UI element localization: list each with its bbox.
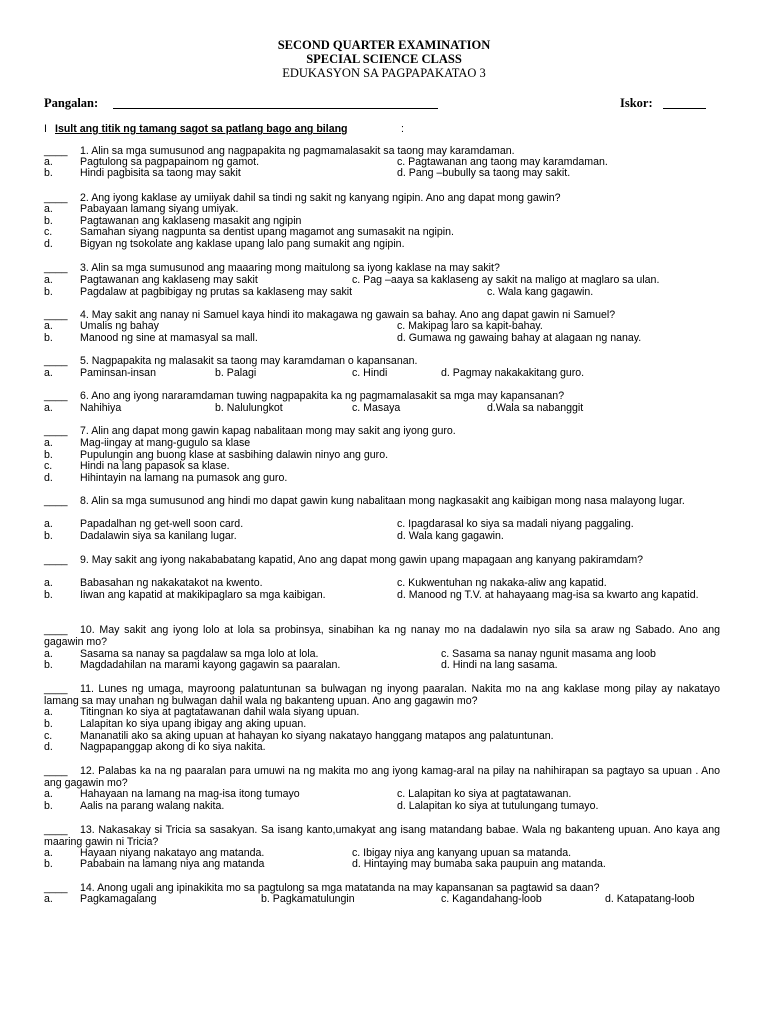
option-letter: a. <box>44 788 53 800</box>
option-d: d.Wala sa nabanggit <box>487 402 584 414</box>
option-letter: a. <box>44 156 53 168</box>
instructions-text: Isult ang titik ng tamang sagot sa patlang bago ang bilang <box>55 123 348 135</box>
question-stem: 10. May sakit ang iyong lolo at lola sa probinsya, sinabihan ka ng nanay mo na dadalawin nyo sila sa araw ng Sabado. Ano ang gagawin mo? <box>44 624 720 648</box>
option-letter: b. <box>44 449 53 461</box>
option-letter: b. <box>44 800 53 812</box>
option-a: Hayaan niyang nakatayo ang matanda. <box>80 847 265 859</box>
option-b: Magdadahilan na marami kayong gagawin sa paaralan. <box>80 659 341 671</box>
option-c: c. Makipag laro sa kapit-bahay. <box>397 320 543 332</box>
option-letter: c. <box>44 730 53 742</box>
option-d: d. Manood ng T.V. at hahayaang mag-isa sa kwarto ang kapatid. <box>397 589 699 601</box>
option-a: Hahayaan na lamang na mag-isa itong tumayo <box>80 788 300 800</box>
option-b: b. Palagi <box>215 367 257 379</box>
option-b: Dadalawin siya sa kanilang lugar. <box>80 530 237 542</box>
option-a: Sasama sa nanay sa pagdalaw sa mga lolo at lola. <box>80 648 319 660</box>
option-c: c. Masaya <box>352 402 401 414</box>
option-letter: b. <box>44 659 53 671</box>
option-letter: a. <box>44 274 53 286</box>
option-d: d. Pagmay nakakakitang guro. <box>441 367 585 379</box>
answer-blank[interactable]: ____ <box>44 425 68 437</box>
option-letter: d. <box>44 238 53 250</box>
question-stem: 6. Ano ang iyong nararamdaman tuwing nagpapakita ka ng pagmamalasakit sa mga may kapansanan? <box>80 390 565 402</box>
option-letter: b. <box>44 858 53 870</box>
answer-blank[interactable]: ____ <box>44 554 68 566</box>
answer-blank[interactable]: ____ <box>44 192 68 204</box>
option-letter: d. <box>44 741 53 753</box>
option-a: Paminsan-insan <box>80 367 156 379</box>
score-blank[interactable] <box>663 108 706 109</box>
option-b: Pababain na lamang niya ang matanda <box>80 858 265 870</box>
option-c: Hindi na lang papasok sa klase. <box>80 460 230 472</box>
option-letter: a. <box>44 518 53 530</box>
option-d: Hihintayin na lamang na pumasok ang guro. <box>80 472 288 484</box>
question-stem: 12. Palabas ka na ng paaralan para umuwi na ng makita mo ang iyong kamag-aral na pilay na nahihirapan sa pagtayo sa upuan . Ano ang gagawin mo? <box>44 765 720 789</box>
option-a: Umalis ng bahay <box>80 320 159 332</box>
section-number: I <box>44 123 47 135</box>
answer-blank[interactable]: ____ <box>44 390 68 402</box>
exam-subject: EDUKASYON SA PAGPAPAKATAO 3 <box>282 66 486 80</box>
answer-blank[interactable]: ____ <box>44 355 68 367</box>
option-b: Aalis na parang walang nakita. <box>80 800 225 812</box>
option-b: b. Pagkamatulungin <box>261 893 355 905</box>
option-c: Mananatili ako sa aking upuan at hahayan ko siyang nakatayo hanggang matapos ang palatuntunan. <box>80 730 554 742</box>
option-b: b. Nalulungkot <box>215 402 283 414</box>
option-letter: b. <box>44 718 53 730</box>
option-letter: b. <box>44 530 53 542</box>
option-b: Lalapitan ko siya upang ibigay ang aking upuan. <box>80 718 307 730</box>
option-letter: b. <box>44 589 53 601</box>
option-letter: d. <box>44 472 53 484</box>
question-stem: 4. May sakit ang nanay ni Samuel kaya hindi ito makagawa ng gawain sa bahay. Ano ang dapat gawin ni Samuel? <box>80 309 616 321</box>
option-c: c. Kagandahang-loob <box>441 893 542 905</box>
option-d: d. Wala kang gagawin. <box>397 530 504 542</box>
answer-blank[interactable]: ____ <box>44 262 68 274</box>
question-stem: 1. Alin sa mga sumusunod ang nagpapakita ng pagmamalasakit sa taong may karamdaman. <box>80 145 515 157</box>
score-label: Iskor: <box>620 96 653 110</box>
question-stem: 8. Alin sa mga sumusunod ang hindi mo dapat gawin kung nabalitaan mong nagkasakit ang kaibigan mong nasa malayong lugar. <box>80 495 685 507</box>
question-stem: 2. Ang iyong kaklase ay umiiyak dahil sa tindi ng sakit ng kanyang ngipin. Ano ang dapat mong gawin? <box>80 192 561 204</box>
answer-blank[interactable]: ____ <box>44 624 68 636</box>
option-d: d. Hindi na lang sasama. <box>441 659 558 671</box>
option-letter: b. <box>44 215 53 227</box>
question-stem: 7. Alin ang dapat mong gawin kapag nabalitaan mong may sakit ang iyong guro. <box>80 425 456 437</box>
option-d: d. Hintaying may bumaba saka paupuin ang matanda. <box>352 858 606 870</box>
option-b: Pagdalaw at pagbibigay ng prutas sa kaklaseng may sakit <box>80 286 353 298</box>
question-stem: 9. May sakit ang iyong nakababatang kapatid, Ano ang dapat mong gawin upang mapagaan ang kanyang pakiramdam? <box>80 554 644 566</box>
question-stem: 13. Nakasakay si Tricia sa sasakyan. Sa isang kanto,umakyat ang isang matandang babae. Wala ng bakanteng upuan. Ano kaya ang maaring gawin ni Tricia? <box>44 824 720 848</box>
option-a: Babasahan ng nakakatakot na kwento. <box>80 577 263 589</box>
option-c: c. Hindi <box>352 367 388 379</box>
option-letter: a. <box>44 847 53 859</box>
option-letter: b. <box>44 332 53 344</box>
option-b: Hindi pagbisita sa taong may sakit <box>80 167 241 179</box>
option-a: Papadalhan ng get-well soon card. <box>80 518 244 530</box>
option-c: c. Pag –aaya sa kaklaseng ay sakit na maligo at maglaro sa ulan. <box>352 274 660 286</box>
option-d: d. Pang –bubully sa taong may sakit. <box>397 167 571 179</box>
option-letter: a. <box>44 367 53 379</box>
option-letter: a. <box>44 437 53 449</box>
option-letter: a. <box>44 893 53 905</box>
name-blank[interactable] <box>113 108 438 109</box>
answer-blank[interactable]: ____ <box>44 765 68 777</box>
option-letter: a. <box>44 706 53 718</box>
option-c: c. Sasama sa nanay ngunit masama ang loob <box>441 648 656 660</box>
question-stem: 3. Alin sa mga sumusunod ang maaaring mong maitulong sa iyong kaklase na may sakit? <box>80 262 500 274</box>
option-letter: c. <box>44 226 53 238</box>
option-c: c. Ibigay niya ang kanyang upuan sa matanda. <box>352 847 572 859</box>
answer-blank[interactable]: ____ <box>44 882 68 894</box>
option-b: Pagtawanan ang kaklaseng masakit ang ngipin <box>80 215 302 227</box>
exam-subtitle: SPECIAL SCIENCE CLASS <box>306 52 462 66</box>
option-letter: b. <box>44 286 53 298</box>
option-d: Bigyan ng tsokolate ang kaklase upang lalo pang sumakit ang ngipin. <box>80 238 405 250</box>
option-a: Pagtulong sa pagpapainom ng gamot. <box>80 156 260 168</box>
option-letter: a. <box>44 402 53 414</box>
option-a: Pabayaan lamang siyang umiyak. <box>80 203 239 215</box>
option-letter: a. <box>44 648 53 660</box>
option-d: Nagpapanggap akong di ko siya nakita. <box>80 741 266 753</box>
option-letter: a. <box>44 577 53 589</box>
question-stem: 5. Nagpapakita ng malasakit sa taong may karamdaman o kapansanan. <box>80 355 418 367</box>
exam-title: SECOND QUARTER EXAMINATION <box>277 38 491 52</box>
option-a: Pagkamagalang <box>80 893 157 905</box>
option-c: c. Pagtawanan ang taong may karamdaman. <box>397 156 608 168</box>
option-b: Iiwan ang kapatid at makikipaglaro sa mga kaibigan. <box>80 589 326 601</box>
instructions-colon: : <box>401 123 404 135</box>
question-stem: 11. Lunes ng umaga, mayroong palatuntunan sa bulwagan ng inyong paaralan. Nakita mo na ang kaklase mong pilay ay nakatayo lamang sa may unahan ng bulwagan dahil wala ng bakanteng upuan. Ano ang gagawin mo? <box>44 683 720 707</box>
option-d: d. Lalapitan ko siya at tutulungang tumayo. <box>397 800 599 812</box>
answer-blank[interactable]: ____ <box>44 145 68 157</box>
option-c: c. Kukwentuhan ng nakaka-aliw ang kapatid. <box>397 577 607 589</box>
answer-blank[interactable]: ____ <box>44 683 68 695</box>
option-b: Manood ng sine at mamasyal sa mall. <box>80 332 258 344</box>
option-c: c. Lalapitan ko siya at pagtatawanan. <box>397 788 572 800</box>
option-a: Titingnan ko siya at pagtatawanan dahil wala siyang upuan. <box>80 706 360 718</box>
option-letter: c. <box>44 460 53 472</box>
name-label: Pangalan: <box>44 96 99 110</box>
option-letter: a. <box>44 203 53 215</box>
option-c: c. Ipagdarasal ko siya sa madali niyang paggaling. <box>397 518 634 530</box>
option-a: Pagtawanan ang kaklaseng may sakit <box>80 274 258 286</box>
option-a: Mag-iingay at mang-gugulo sa klase <box>80 437 251 449</box>
option-b: Pupulungin ang buong klase at sasbihing dalawin ninyo ang guro. <box>80 449 389 461</box>
option-c: Samahan siyang nagpunta sa dentist upang magamot ang sumasakit na ngipin. <box>80 226 454 238</box>
option-a: Nahihiya <box>80 402 122 414</box>
option-letter: b. <box>44 167 53 179</box>
option-d: c. Wala kang gagawin. <box>487 286 594 298</box>
option-letter: a. <box>44 320 53 332</box>
answer-blank[interactable]: ____ <box>44 495 68 507</box>
answer-blank[interactable]: ____ <box>44 824 68 836</box>
answer-blank[interactable]: ____ <box>44 309 68 321</box>
option-d: d. Katapatang-loob <box>605 893 695 905</box>
question-stem: 14. Anong ugali ang ipinakikita mo sa pagtulong sa mga matatanda na may kapansanan sa pagtawid sa daan? <box>80 882 600 894</box>
option-d: d. Gumawa ng gawaing bahay at alagaan ng nanay. <box>397 332 642 344</box>
